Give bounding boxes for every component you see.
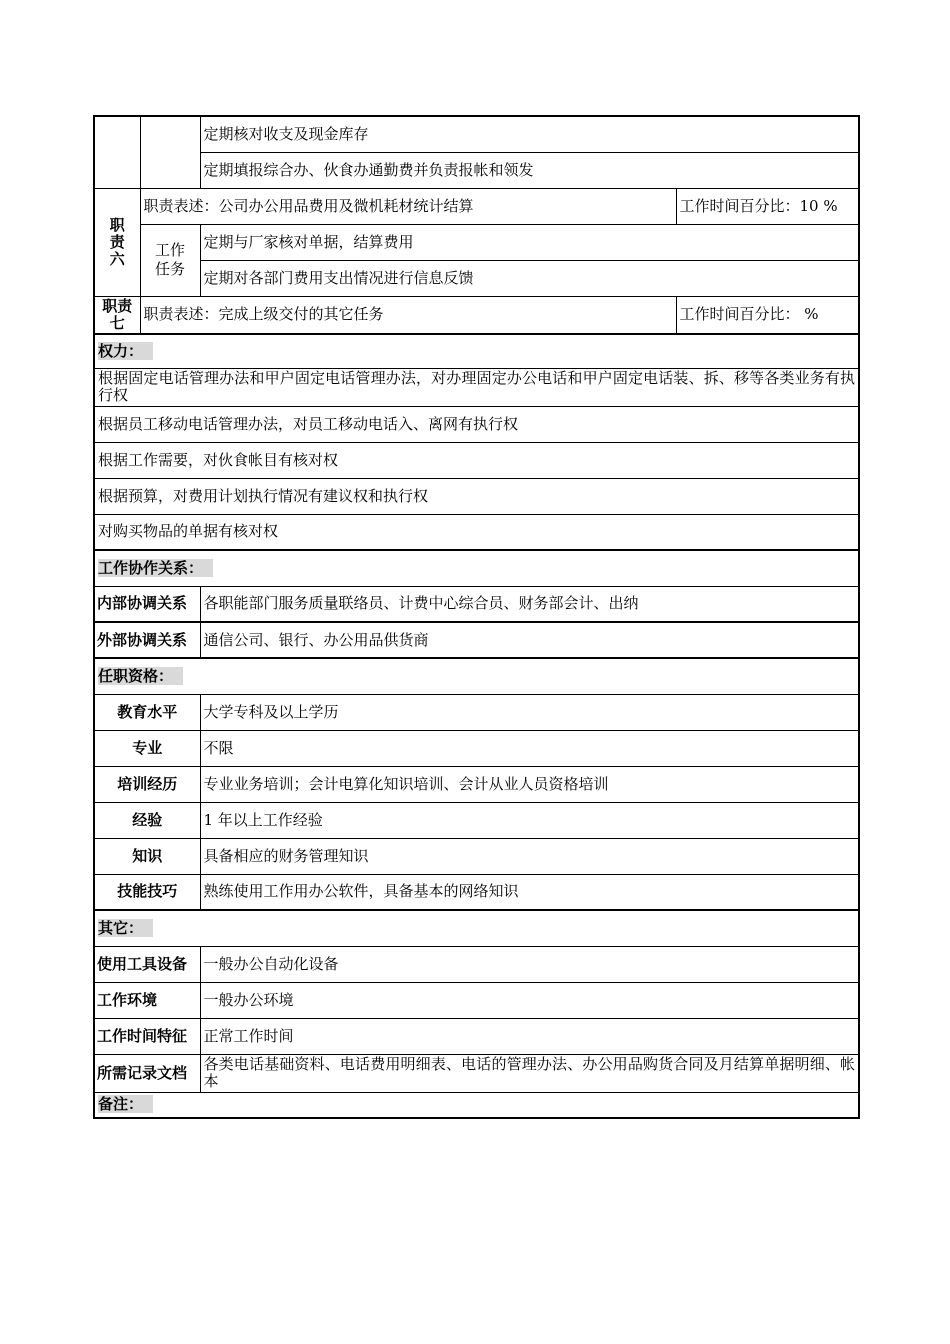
duty-cont-tasks-label-cell (140, 116, 200, 188)
authority-title: 权力： (98, 342, 153, 360)
authority-item: 对购买物品的单据有核对权 (94, 514, 859, 550)
relations-header (94, 550, 859, 586)
duty7-percent: 工作时间百分比： % (676, 296, 859, 334)
qualification-value: 1 年以上工作经验 (200, 802, 859, 838)
qualification-label: 教育水平 (94, 694, 200, 730)
duty7-statement-row (94, 296, 859, 334)
external-relations-label: 外部协调关系 (94, 622, 200, 658)
authority-item-row (94, 514, 859, 550)
qualification-row (94, 838, 859, 874)
duty-cont-task: 定期填报综合办、伙食办通勤费并负责报帐和领发 (200, 152, 859, 188)
internal-relations-value: 各职能部门服务质量联络员、计费中心综合员、财务部会计、出纳 (200, 586, 859, 622)
qualifications-title: 任职资格： (98, 667, 183, 685)
authority-item: 根据员工移动电话管理办法，对员工移动电话入、离网有执行权 (94, 406, 859, 442)
duty-cont-task-row (94, 152, 859, 188)
relations-title: 工作协作关系： (98, 559, 213, 577)
qualification-value: 专业业务培训；会计电算化知识培训、会计从业人员资格培训 (200, 766, 859, 802)
job-description-table (93, 115, 860, 1119)
duty6-task-row (94, 260, 859, 296)
authority-item-row (94, 442, 859, 478)
other-label: 使用工具设备 (94, 946, 200, 982)
duty6-tasks-label: 工作任务 (140, 224, 200, 296)
duty6-task: 定期对各部门费用支出情况进行信息反馈 (200, 260, 859, 296)
duty-cont-task: 定期核对收支及现金库存 (200, 116, 859, 152)
qualification-row (94, 694, 859, 730)
other-label: 工作环境 (94, 982, 200, 1018)
qualification-label: 知识 (94, 838, 200, 874)
remarks-title: 备注： (98, 1095, 153, 1113)
duty6-statement-row (94, 188, 859, 224)
qualification-label: 经验 (94, 802, 200, 838)
other-row (94, 946, 859, 982)
job-description-document (93, 115, 858, 1119)
qualification-value: 大学专科及以上学历 (200, 694, 859, 730)
authority-header-row (94, 334, 859, 368)
qualification-label: 技能技巧 (94, 874, 200, 910)
duty6-task: 定期与厂家核对单据，结算费用 (200, 224, 859, 260)
other-value: 一般办公自动化设备 (200, 946, 859, 982)
qualifications-header-row (94, 658, 859, 694)
other-header-row (94, 910, 859, 946)
authority-item-row (94, 406, 859, 442)
qualification-label: 专业 (94, 730, 200, 766)
other-value: 一般办公环境 (200, 982, 859, 1018)
other-row (94, 1054, 859, 1092)
authority-item: 根据工作需要，对伙食帐目有核对权 (94, 442, 859, 478)
authority-item: 根据预算，对费用计划执行情况有建议权和执行权 (94, 478, 859, 514)
remarks-row (94, 1092, 859, 1118)
qualification-label: 培训经历 (94, 766, 200, 802)
qualification-row (94, 874, 859, 910)
qualification-value: 具备相应的财务管理知识 (200, 838, 859, 874)
duty7-statement: 职责表述：完成上级交付的其它任务 (140, 296, 676, 334)
duty-cont-task-row (94, 116, 859, 152)
authority-header (94, 334, 859, 368)
other-value: 正常工作时间 (200, 1018, 859, 1054)
authority-item-row (94, 478, 859, 514)
other-title: 其它： (98, 919, 153, 937)
qualification-value: 不限 (200, 730, 859, 766)
internal-relations-row (94, 586, 859, 622)
other-value: 各类电话基础资料、电话费用明细表、电话的管理办法、办公用品购货合同及月结算单据明细、帐本 (200, 1054, 859, 1092)
duty6-percent: 工作时间百分比：10 % (676, 188, 859, 224)
remarks-header (94, 1092, 859, 1118)
external-relations-row (94, 622, 859, 658)
duty6-task-row (94, 224, 859, 260)
qualification-value: 熟练使用工作用办公软件，具备基本的网络知识 (200, 874, 859, 910)
internal-relations-label: 内部协调关系 (94, 586, 200, 622)
other-label: 工作时间特征 (94, 1018, 200, 1054)
duty7-label: 职责七 (94, 296, 140, 334)
other-label: 所需记录文档 (94, 1054, 200, 1092)
authority-item-row (94, 368, 859, 406)
relations-header-row (94, 550, 859, 586)
qualification-row (94, 730, 859, 766)
other-row (94, 1018, 859, 1054)
external-relations-value: 通信公司、银行、办公用品供货商 (200, 622, 859, 658)
qualifications-header (94, 658, 859, 694)
other-header (94, 910, 859, 946)
duty-cont-label-cell (94, 116, 140, 188)
other-row (94, 982, 859, 1018)
qualification-row (94, 766, 859, 802)
authority-item: 根据固定电话管理办法和甲户固定电话管理办法，对办理固定办公电话和甲户固定电话装、拆、移等各类业务有执行权 (94, 368, 859, 406)
qualification-row (94, 802, 859, 838)
duty6-statement: 职责表述：公司办公用品费用及微机耗材统计结算 (140, 188, 676, 224)
duty6-label: 职责六 (94, 188, 140, 296)
